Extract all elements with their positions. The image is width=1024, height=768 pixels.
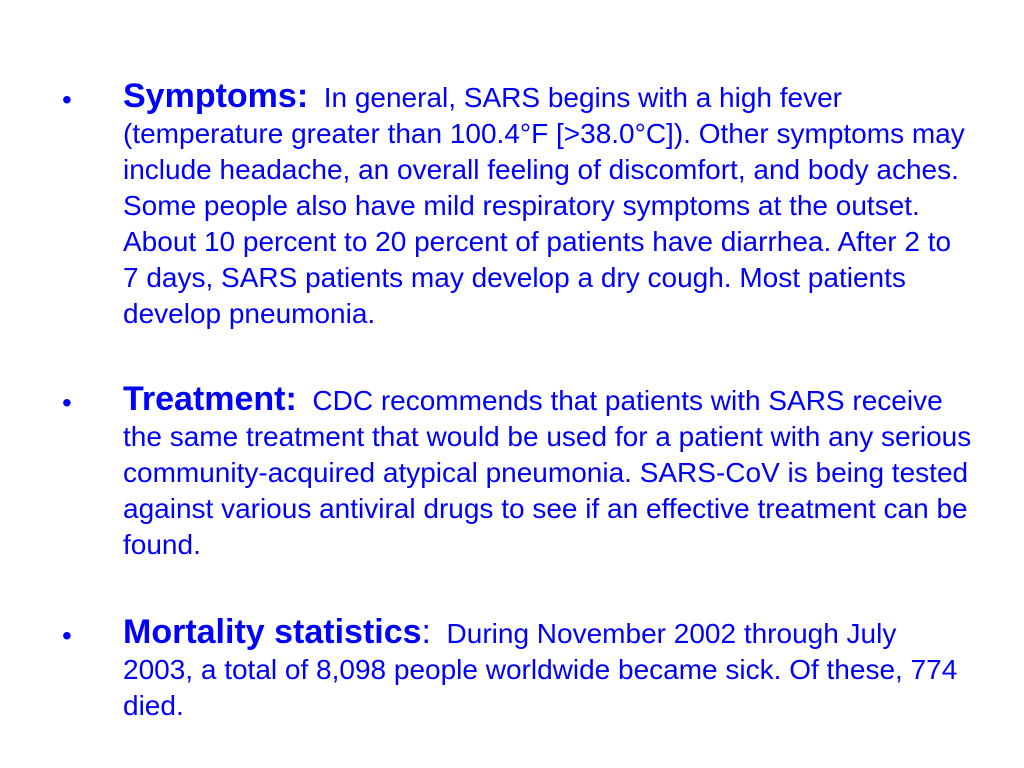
- bullet-text-symptoms: In general, SARS begins with a high fever (temperature greater than 100.4°F [>38.0°C]). Other symptoms may include headache, an overall feeling of discomfort, and body aches. Some people also have mild respiratory symptoms at the outset. About 10 percent to 20 percent of patients have diarrhea. After 2 to 7 days, SARS patients may develop a dry cough. Most patients develop pneumonia.: [123, 82, 965, 329]
- bullet-icon: •: [62, 620, 72, 651]
- bullet-heading-symptoms: Symptoms:: [123, 77, 309, 115]
- bullet-icon: •: [62, 387, 72, 418]
- bullet-text-treatment: CDC recommends that patients with SARS receive the same treatment that would be used for a patient with any serious community-acquired atypical pneumonia. SARS-CoV is being tested against various antiviral drugs to see if an effective treatment can be found.: [123, 385, 972, 560]
- bullet-body-symptoms: [123, 78, 973, 332]
- bullet-heading-mortality: Mortality statistics: [123, 613, 422, 651]
- bullet-heading-treatment: Treatment:: [123, 380, 297, 418]
- bullet-text-mortality: During November 2002 through July 2003, a total of 8,098 people worldwide became sick. Of these, 774 died.: [123, 618, 958, 721]
- bullet-body-treatment: [123, 381, 973, 563]
- bullet-body-mortality: [123, 614, 973, 724]
- bullet-heading-colon: :: [421, 613, 431, 651]
- bullet-icon: •: [62, 84, 72, 115]
